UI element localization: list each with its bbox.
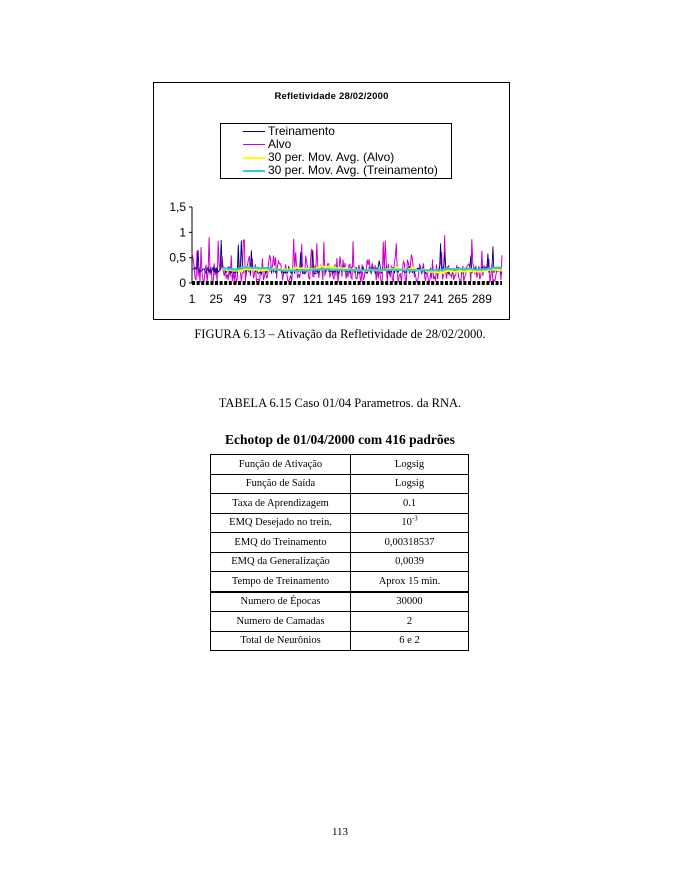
chart-title: Refletividade 28/02/2000 (274, 91, 389, 102)
legend-swatch-alvo (243, 144, 265, 145)
table-caption: TABELA 6.15 Caso 01/04 Parametros. da RNA. (218, 396, 462, 410)
row-value: 0,0039 (351, 552, 469, 572)
x-tick-label: 97 (281, 292, 296, 306)
figure-caption: FIGURA 6.13 – Ativação da Refletividade de 28/02/2000. (194, 327, 486, 341)
y-tick-label: 0 (179, 276, 186, 290)
x-tick-label: 217 (399, 292, 420, 306)
row-value: 0,00318537 (351, 533, 469, 553)
chart-frame (153, 82, 510, 320)
legend-label-treinamento: Treinamento (268, 124, 335, 138)
x-tick-label: 241 (423, 292, 444, 306)
table-row (211, 533, 469, 553)
row-value (351, 513, 469, 533)
table-row (211, 572, 469, 592)
table-row (211, 474, 469, 494)
row-label: Numero de Épocas (211, 592, 351, 612)
row-value-base: 10 (401, 517, 412, 529)
row-value: 6 e 2 (351, 631, 469, 651)
legend-item-treinamento (221, 125, 451, 138)
legend-label-mavg-alvo: 30 per. Mov. Avg. (Alvo) (268, 150, 395, 164)
row-value: 30000 (351, 592, 469, 612)
row-value: Aprox 15 min. (351, 572, 469, 592)
x-tick-label: 121 (302, 292, 323, 306)
row-label: EMQ da Generalização (211, 552, 351, 572)
row-value-exponent: -3 (411, 514, 418, 523)
x-tick-label: 1 (188, 292, 196, 306)
row-label: Numero de Camadas (211, 612, 351, 632)
chart-plot (154, 83, 511, 321)
table-row (211, 455, 469, 475)
row-label: Taxa de Aprendizagem (211, 494, 351, 514)
row-label: Função de Saída (211, 474, 351, 494)
row-label: Função de Ativação (211, 455, 351, 475)
x-tick-label: 169 (351, 292, 372, 306)
y-tick-label: 1 (179, 225, 186, 240)
table-row (211, 592, 469, 612)
table-row (211, 513, 469, 533)
x-tick-label: 49 (233, 292, 247, 306)
legend-label-alvo: Alvo (268, 137, 292, 151)
table-row (211, 552, 469, 572)
x-tick-label: 265 (447, 292, 468, 306)
chart-legend (220, 123, 452, 179)
legend-label-mavg-treinamento: 30 per. Mov. Avg. (Treinamento) (268, 163, 438, 177)
row-label: Total de Neurônios (211, 631, 351, 651)
x-tick-label: 73 (257, 292, 272, 306)
table-row (211, 494, 469, 514)
row-value: 2 (351, 612, 469, 632)
row-value: Logsig (351, 474, 469, 494)
x-tick-label: 193 (375, 292, 396, 306)
legend-swatch-treinamento (243, 131, 265, 132)
table-row (211, 631, 469, 651)
legend-swatch-mavg-treinamento (243, 170, 265, 172)
row-value: Logsig (351, 455, 469, 475)
legend-swatch-mavg-alvo (243, 157, 265, 159)
row-value: 0.1 (351, 494, 469, 514)
table-heading: Echotop de 01/04/2000 com 416 padrões (225, 432, 455, 447)
y-tick-label: 1,5 (169, 200, 186, 214)
x-tick-label: 145 (326, 292, 347, 306)
table-row (211, 612, 469, 632)
row-label: Tempo de Treinamento (211, 572, 351, 592)
legend-item-mavg-treinamento (221, 164, 451, 177)
x-tick-label: 289 (471, 292, 492, 306)
y-tick-label: 0,5 (169, 250, 186, 265)
x-tick-label: 25 (209, 292, 223, 306)
parameters-table (210, 454, 469, 651)
page-number: 113 (331, 826, 349, 838)
row-label: EMQ do Treinamento (211, 533, 351, 553)
row-label: EMQ Desejado no trein. (211, 513, 351, 533)
